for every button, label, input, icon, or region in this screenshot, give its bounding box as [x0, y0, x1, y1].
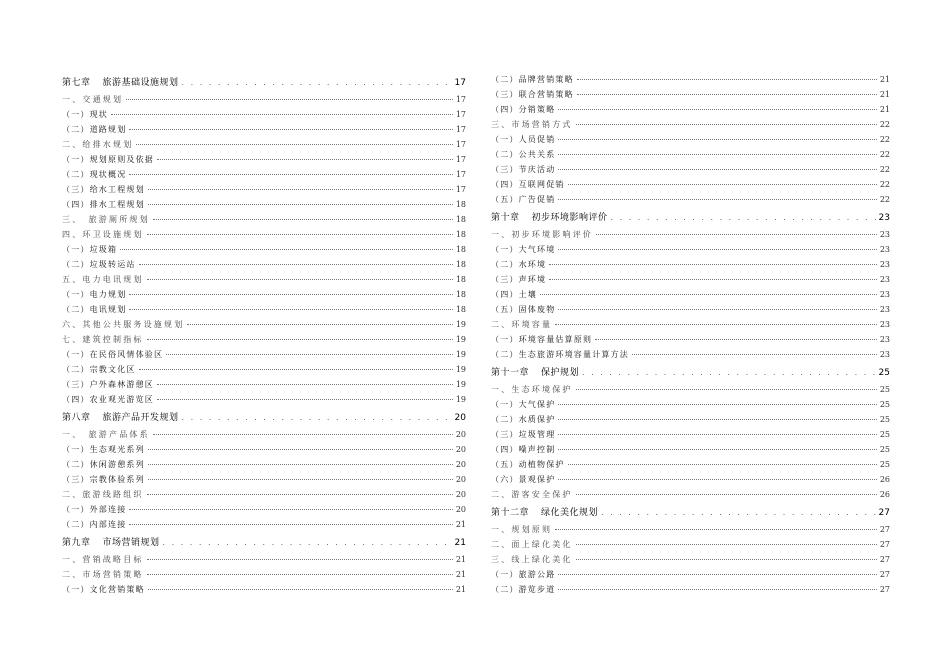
- toc-section-entry[interactable]: [62, 567, 466, 582]
- dot-leader: [558, 169, 876, 170]
- toc-page-number: 18: [455, 275, 466, 284]
- chapter-number: 第十一章: [491, 368, 530, 378]
- toc-entry-title: （一）电力规划: [62, 290, 127, 299]
- dot-leader: [182, 74, 452, 92]
- toc-entry-title: （一）文化营销策略: [62, 585, 145, 594]
- chapter-number: 第十二章: [491, 508, 530, 518]
- toc-subsection-entry[interactable]: [62, 152, 466, 167]
- toc-subsection-entry[interactable]: [491, 412, 890, 427]
- toc-entry-title: （三）户外森林游憩区: [62, 380, 154, 389]
- dot-leader: [576, 389, 877, 390]
- toc-subsection-entry[interactable]: [491, 272, 890, 287]
- toc-section-entry[interactable]: [491, 117, 890, 132]
- toc-entry-title: [491, 504, 598, 522]
- toc-page-number: 27: [879, 540, 890, 549]
- toc-page-number: 27: [879, 525, 890, 534]
- dot-leader: [577, 79, 877, 80]
- dot-leader: [558, 449, 876, 450]
- dot-leader: [576, 559, 877, 560]
- toc-page-number: 25: [879, 430, 890, 439]
- toc-entry-title: （二）休闲游憩系列: [62, 460, 145, 469]
- toc-page-number: 17: [454, 78, 466, 88]
- dot-leader: [148, 449, 453, 450]
- toc-entry-title: 一、交通规划: [62, 95, 124, 104]
- toc-page-number: 17: [455, 110, 466, 119]
- dot-leader: [148, 204, 453, 205]
- toc-page-number: 18: [455, 260, 466, 269]
- toc-entry-title: 一、 旅游产品体系: [62, 430, 150, 439]
- dot-leader: [576, 544, 877, 545]
- dot-leader: [558, 574, 876, 575]
- dot-leader: [558, 419, 876, 420]
- dot-leader: [558, 589, 876, 590]
- toc-entry-title: [491, 209, 608, 227]
- toc-page-number: 25: [879, 400, 890, 409]
- toc-entry-title: （五）动植物保护: [491, 460, 565, 469]
- dot-leader: [558, 404, 876, 405]
- toc-entry-title: （二）生态旅游环境容量计算方法: [491, 350, 629, 359]
- toc-page-number: 23: [879, 335, 890, 344]
- dot-leader: [611, 209, 876, 227]
- toc-subsection-entry[interactable]: [491, 287, 890, 302]
- dot-leader: [139, 369, 453, 370]
- toc-chapter-entry[interactable]: [491, 209, 890, 227]
- toc-entry-title: （五）固体废物: [491, 305, 556, 314]
- toc-section-entry[interactable]: [62, 332, 466, 347]
- toc-section-entry[interactable]: [62, 487, 466, 502]
- toc-page-number: 18: [455, 200, 466, 209]
- toc-page-number: 19: [455, 380, 466, 389]
- dot-leader: [576, 494, 877, 495]
- toc-page-number: 23: [879, 245, 890, 254]
- toc-section-entry[interactable]: [62, 212, 466, 227]
- dot-leader: [163, 534, 452, 552]
- toc-subsection-entry[interactable]: [62, 472, 466, 487]
- dot-leader: [147, 279, 453, 280]
- toc-section-entry[interactable]: [62, 272, 466, 287]
- toc-section-entry[interactable]: [62, 137, 466, 152]
- toc-section-entry[interactable]: [491, 382, 890, 397]
- toc-chapter-entry[interactable]: [491, 504, 890, 522]
- toc-subsection-entry[interactable]: [491, 87, 890, 102]
- dot-leader: [129, 174, 452, 175]
- toc-section-entry[interactable]: [62, 552, 466, 567]
- toc-subsection-entry[interactable]: [62, 582, 466, 597]
- toc-page-number: 23: [879, 350, 890, 359]
- chapter-title: 初步环境影响评价: [531, 213, 608, 223]
- toc-page-number: 21: [879, 90, 890, 99]
- toc-page-number: 17: [455, 125, 466, 134]
- dot-leader: [129, 524, 452, 525]
- dot-leader: [148, 589, 453, 590]
- toc-subsection-entry[interactable]: [62, 377, 466, 392]
- toc-subsection-entry[interactable]: [491, 72, 890, 87]
- toc-page-number: 21: [455, 570, 466, 579]
- toc-page-number: 19: [455, 365, 466, 374]
- toc-page-number: 18: [455, 230, 466, 239]
- dot-leader: [558, 139, 876, 140]
- toc-page-number: 20: [455, 445, 466, 454]
- toc-subsection-entry[interactable]: [491, 472, 890, 487]
- dot-leader: [166, 354, 453, 355]
- dot-leader: [182, 409, 452, 427]
- toc-entry-title: （一）大气环境: [491, 245, 556, 254]
- toc-subsection-entry[interactable]: [491, 397, 890, 412]
- toc-page-number: 19: [455, 350, 466, 359]
- toc-entry-title: （三）联合营销策略: [491, 90, 574, 99]
- toc-entry-title: （三）宗教体验系列: [62, 475, 145, 484]
- dot-leader: [576, 124, 877, 125]
- dot-leader: [147, 574, 453, 575]
- toc-entry-title: （二）现状概况: [62, 170, 127, 179]
- toc-chapter-entry[interactable]: [491, 364, 890, 382]
- toc-entry-title: （二）品牌营销策略: [491, 75, 574, 84]
- dot-leader: [153, 434, 453, 435]
- dot-leader: [540, 294, 877, 295]
- toc-entry-title: （四）互联网促销: [491, 180, 565, 189]
- toc-section-entry[interactable]: [62, 427, 466, 442]
- toc-subsection-entry[interactable]: [491, 102, 890, 117]
- toc-entry-title: （三）给水工程规划: [62, 185, 145, 194]
- toc-subsection-entry[interactable]: [62, 517, 466, 532]
- dot-leader: [558, 199, 876, 200]
- toc-subsection-entry[interactable]: [62, 287, 466, 302]
- toc-page-number: 20: [455, 490, 466, 499]
- dot-leader: [148, 464, 453, 465]
- dot-leader: [596, 234, 877, 235]
- toc-section-entry[interactable]: [491, 227, 890, 242]
- toc-entry-title: （一）现状: [62, 110, 108, 119]
- toc-page-number: 18: [455, 215, 466, 224]
- toc-entry-title: （三）垃圾管理: [491, 430, 556, 439]
- toc-entry-title: （一）人员促销: [491, 135, 556, 144]
- toc-entry-title: （四）土壤: [491, 290, 537, 299]
- toc-entry-title: 三、线上绿化美化: [491, 555, 573, 564]
- toc-subsection-entry[interactable]: [62, 242, 466, 257]
- toc-entry-title: （一）旅游公路: [491, 570, 556, 579]
- toc-subsection-entry[interactable]: [62, 122, 466, 137]
- toc-page-number: 21: [879, 105, 890, 114]
- toc-page-number: 21: [879, 75, 890, 84]
- toc-page-number: 20: [455, 505, 466, 514]
- toc-page-number: 17: [455, 155, 466, 164]
- toc-column-left: [62, 72, 466, 597]
- toc-entry-title: （四）排水工程规划: [62, 200, 145, 209]
- toc-page-number: 22: [879, 195, 890, 204]
- toc-subsection-entry[interactable]: [62, 182, 466, 197]
- toc-entry-title: （一）外部连接: [62, 505, 127, 514]
- toc-entry-title: 一、营销战略目标: [62, 555, 144, 564]
- toc-entry-title: [491, 364, 579, 382]
- dot-leader: [129, 294, 452, 295]
- toc-entry-title: （五）广告促销: [491, 195, 556, 204]
- dot-leader: [120, 249, 453, 250]
- dot-leader: [147, 494, 453, 495]
- toc-subsection-entry[interactable]: [491, 192, 890, 207]
- toc-entry-title: （一）大气保护: [491, 400, 556, 409]
- dot-leader: [157, 399, 453, 400]
- toc-entry-title: 二、旅游线路组织: [62, 490, 144, 499]
- dot-leader: [558, 249, 876, 250]
- dot-leader: [568, 184, 877, 185]
- chapter-title: 旅游产品开发规划: [102, 413, 179, 423]
- toc-entry-title: 一、规划原则: [491, 525, 553, 534]
- toc-subsection-entry[interactable]: [62, 167, 466, 182]
- toc-subsection-entry[interactable]: [62, 302, 466, 317]
- chapter-number: 第八章: [62, 413, 91, 423]
- toc-page-number: 22: [879, 165, 890, 174]
- toc-page-number: 22: [879, 120, 890, 129]
- toc-page-number: 20: [454, 413, 466, 423]
- toc-subsection-entry[interactable]: [62, 257, 466, 272]
- chapter-title: 绿化美化规划: [541, 508, 599, 518]
- toc-page-number: 23: [879, 320, 890, 329]
- toc-entry-title: [62, 534, 160, 552]
- toc-subsection-entry[interactable]: [491, 147, 890, 162]
- dot-leader: [147, 339, 453, 340]
- dot-leader: [111, 114, 453, 115]
- toc-entry-title: 一、初步环境影响评价: [491, 230, 593, 239]
- toc-subsection-entry[interactable]: [491, 162, 890, 177]
- toc-entry-title: 四、环卫设施规划: [62, 230, 144, 239]
- toc-section-entry[interactable]: [491, 552, 890, 567]
- dot-leader: [136, 144, 452, 145]
- toc-page-number: 20: [455, 430, 466, 439]
- dot-leader: [148, 189, 453, 190]
- toc-page-number: 27: [879, 585, 890, 594]
- toc-entry-title: （二）电讯规划: [62, 305, 127, 314]
- toc-page-number: 18: [455, 245, 466, 254]
- toc-entry-title: 二、游客安全保护: [491, 490, 573, 499]
- toc-page-number: 19: [455, 335, 466, 344]
- toc-page-number: 26: [879, 490, 890, 499]
- toc-page-number: 22: [879, 150, 890, 159]
- toc-subsection-entry[interactable]: [62, 392, 466, 407]
- toc-entry-title: 六、其他公共服务设施规划: [62, 320, 185, 329]
- toc-subsection-entry[interactable]: [491, 582, 890, 597]
- dot-leader: [157, 159, 453, 160]
- dot-leader: [129, 309, 452, 310]
- chapter-number: 第九章: [62, 538, 91, 548]
- toc-page-number: 22: [879, 135, 890, 144]
- toc-subsection-entry[interactable]: [491, 257, 890, 272]
- toc-page-number: 21: [455, 520, 466, 529]
- toc-subsection-entry[interactable]: [62, 197, 466, 212]
- toc-entry-title: （四）分销策略: [491, 105, 556, 114]
- toc-page-number: 25: [879, 460, 890, 469]
- toc-entry-title: （三）节庆活动: [491, 165, 556, 174]
- toc-page-number: 27: [878, 508, 890, 518]
- toc-page-number: 20: [455, 460, 466, 469]
- toc-subsection-entry[interactable]: [491, 332, 890, 347]
- toc-page-number: 23: [879, 260, 890, 269]
- toc-section-entry[interactable]: [491, 317, 890, 332]
- toc-entry-title: （一）垃圾箱: [62, 245, 118, 254]
- toc-entry-title: （三）声环境: [491, 275, 547, 284]
- dot-leader: [126, 99, 453, 100]
- toc-entry-title: （二）内部连接: [62, 520, 127, 529]
- dot-leader: [568, 464, 877, 465]
- toc-subsection-entry[interactable]: [62, 457, 466, 472]
- toc-page-number: 21: [455, 555, 466, 564]
- toc-entry-title: 五、电力电讯规划: [62, 275, 144, 284]
- toc-page-number: 25: [879, 415, 890, 424]
- toc-entry-title: （四）农业观光游览区: [62, 395, 154, 404]
- chapter-number: 第十章: [491, 213, 520, 223]
- toc-chapter-entry[interactable]: [62, 409, 466, 427]
- dot-leader: [577, 94, 877, 95]
- dot-leader: [558, 434, 876, 435]
- toc-entry-title: （二）水质保护: [491, 415, 556, 424]
- toc-entry-title: （一）生态观光系列: [62, 445, 145, 454]
- toc-page-number: 23: [879, 230, 890, 239]
- toc-page-number: 17: [455, 95, 466, 104]
- toc-subsection-entry[interactable]: [62, 362, 466, 377]
- dot-leader: [558, 109, 876, 110]
- dot-leader: [549, 279, 877, 280]
- toc-subsection-entry[interactable]: [62, 107, 466, 122]
- toc-page-number: 21: [454, 538, 466, 548]
- dot-leader: [595, 339, 877, 340]
- dot-leader: [558, 154, 876, 155]
- dot-leader: [153, 219, 453, 220]
- toc-column-right: [491, 72, 890, 597]
- toc-page-number: 22: [879, 180, 890, 189]
- dot-leader: [147, 559, 453, 560]
- toc-subsection-entry[interactable]: [491, 457, 890, 472]
- dot-leader: [632, 354, 877, 355]
- toc-entry-title: 七、建筑控制指标: [62, 335, 144, 344]
- toc-entry-title: [62, 409, 179, 427]
- toc-page-number: 19: [455, 320, 466, 329]
- toc-subsection-entry[interactable]: [491, 442, 890, 457]
- toc-page-number: 23: [878, 213, 890, 223]
- toc-page-number: 26: [879, 475, 890, 484]
- toc-section-entry[interactable]: [62, 317, 466, 332]
- toc-entry-title: 三、 旅游厕所规划: [62, 215, 150, 224]
- toc-entry-title: （二）游览步道: [491, 585, 556, 594]
- dot-leader: [601, 504, 876, 522]
- toc-subsection-entry[interactable]: [491, 177, 890, 192]
- dot-leader: [129, 509, 452, 510]
- toc-page-number: 21: [455, 585, 466, 594]
- toc-page-number: 18: [455, 290, 466, 299]
- chapter-title: 旅游基础设施规划: [102, 78, 179, 88]
- toc-entry-title: （六）景观保护: [491, 475, 556, 484]
- toc-page-number: 17: [455, 170, 466, 179]
- dot-leader: [555, 529, 877, 530]
- toc-section-entry[interactable]: [62, 92, 466, 107]
- toc-subsection-entry[interactable]: [491, 132, 890, 147]
- toc-chapter-entry[interactable]: [62, 74, 466, 92]
- toc-page-number: 23: [879, 275, 890, 284]
- toc-subsection-entry[interactable]: [491, 567, 890, 582]
- toc-page-number: 18: [455, 305, 466, 314]
- toc-entry-title: [62, 74, 179, 92]
- toc-subsection-entry[interactable]: [62, 502, 466, 517]
- dot-leader: [558, 479, 876, 480]
- dot-leader: [582, 364, 876, 382]
- chapter-number: 第七章: [62, 78, 91, 88]
- dot-leader: [555, 324, 877, 325]
- toc-entry-title: （二）垃圾转运站: [62, 260, 136, 269]
- toc-entry-title: 一、生态环境保护: [491, 385, 573, 394]
- toc-entry-title: （一）规划原则及依据: [62, 155, 154, 164]
- toc-entry-title: 二、给排水规划: [62, 140, 134, 149]
- dot-leader: [549, 264, 877, 265]
- toc-subsection-entry[interactable]: [491, 242, 890, 257]
- toc-page-number: 19: [455, 395, 466, 404]
- toc-page-number: 25: [878, 368, 890, 378]
- toc-section-entry[interactable]: [491, 522, 890, 537]
- toc-entry-title: 二、市场营销策略: [62, 570, 144, 579]
- toc-subsection-entry[interactable]: [491, 427, 890, 442]
- toc-subsection-entry[interactable]: [62, 442, 466, 457]
- toc-entry-title: （一）环境容量估算原则: [491, 335, 593, 344]
- toc-subsection-entry[interactable]: [491, 347, 890, 362]
- toc-page-number: 25: [879, 445, 890, 454]
- toc-page-number: 17: [455, 185, 466, 194]
- dot-leader: [148, 479, 453, 480]
- toc-page-number: 27: [879, 555, 890, 564]
- toc-entry-title: 三、市场营销方式: [491, 120, 573, 129]
- toc-entry-title: （二）水环境: [491, 260, 547, 269]
- dot-leader: [157, 384, 453, 385]
- toc-subsection-entry[interactable]: [491, 302, 890, 317]
- chapter-title: 市场营销规划: [102, 538, 160, 548]
- toc-page-number: 23: [879, 290, 890, 299]
- toc-page-number: 20: [455, 475, 466, 484]
- toc-entry-title: （一）在民俗风情体验区: [62, 350, 164, 359]
- toc-entry-title: （二）宗教文化区: [62, 365, 136, 374]
- toc-entry-title: （二）公共关系: [491, 150, 556, 159]
- toc-chapter-entry[interactable]: [62, 534, 466, 552]
- toc-section-entry[interactable]: [491, 487, 890, 502]
- toc-page-number: 27: [879, 570, 890, 579]
- dot-leader: [558, 309, 876, 310]
- chapter-title: 保护规划: [541, 368, 580, 378]
- dot-leader: [187, 324, 452, 325]
- toc-section-entry[interactable]: [491, 537, 890, 552]
- toc-entry-title: （四）噪声控制: [491, 445, 556, 454]
- toc-entry-title: （二）道路规划: [62, 125, 127, 134]
- toc-entry-title: 二、面上绿化美化: [491, 540, 573, 549]
- dot-leader: [139, 264, 453, 265]
- dot-leader: [147, 234, 453, 235]
- dot-leader: [129, 129, 452, 130]
- toc-section-entry[interactable]: [62, 227, 466, 242]
- toc-subsection-entry[interactable]: [62, 347, 466, 362]
- toc-page-number: 17: [455, 140, 466, 149]
- toc-entry-title: 二、环境容量: [491, 320, 553, 329]
- toc-page-number: 23: [879, 305, 890, 314]
- toc-page-number: 25: [879, 385, 890, 394]
